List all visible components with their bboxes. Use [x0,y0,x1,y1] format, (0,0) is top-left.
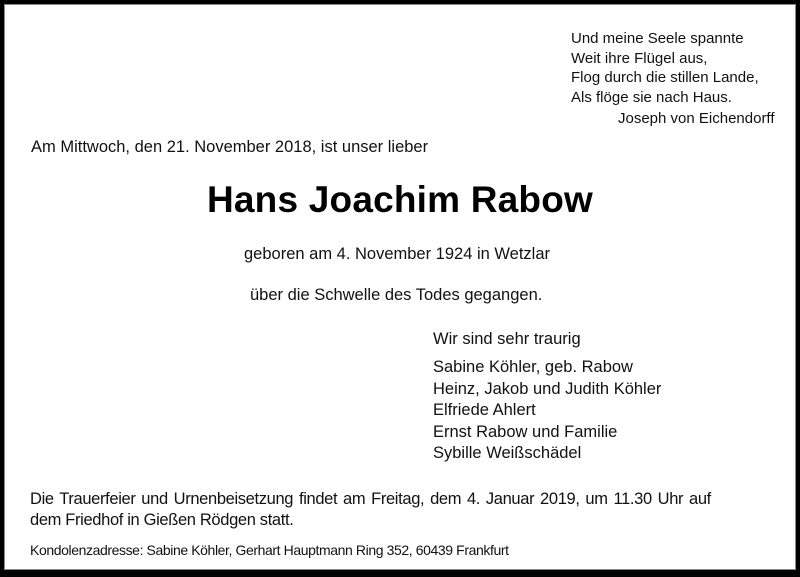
mourner-name: Elfriede Ahlert [433,401,536,419]
funeral-info-line: dem Friedhof in Gießen Rödgen statt. [30,511,294,529]
deceased-name: Hans Joachim Rabow [206,179,594,220]
poem [571,29,759,107]
funeral-info [30,489,800,531]
condolence-address: Kondolenzadresse: Sabine Köhler, Gerhart Hauptmann Ring 352, 60439 Frankfurt [30,542,509,558]
mourners-intro: Wir sind sehr traurig [433,330,581,348]
mourner-name: Sybille Weißschädel [433,444,582,462]
poem-line: Und meine Seele spannte [571,30,744,47]
poem-line: Weit ihre Flügel aus, [571,49,708,67]
announcement-intro: Am Mittwoch, den 21. November 2018, ist unser lieber [31,138,429,156]
poem-author: Joseph von Eichendorff [618,110,775,127]
poem-line: Als flöge sie nach Haus. [571,88,732,106]
mourner-name: Heinz, Jakob und Judith Köhler [433,379,662,398]
obituary-notice [4,4,796,570]
funeral-info-line: Die Trauerfeier und Urnenbeisetzung findet am Freitag, dem 4. Januar 2019, um 11.30 Uhr auf [30,490,711,508]
poem-line: Flog durch die stillen Lande, [571,69,759,86]
mourner-name: Ernst Rabow und Familie [433,422,618,441]
mourner-name: Sabine Köhler, geb. Rabow [433,358,633,376]
passing-statement: über die Schwelle des Todes gegangen. [250,286,543,304]
mourners-list [433,357,661,465]
birth-info: geboren am 4. November 1924 in Wetzlar [244,245,551,263]
